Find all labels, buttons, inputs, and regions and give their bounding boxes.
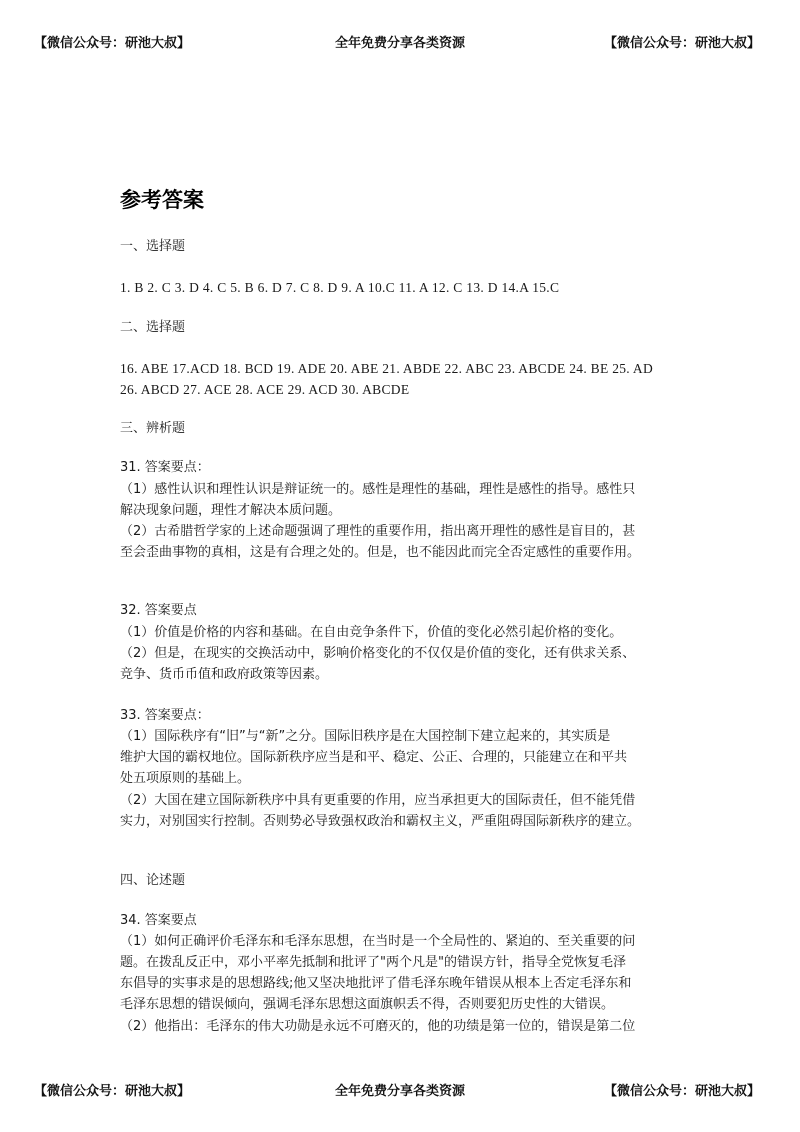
- question-31-line: （1）感性认识和理性认识是辩证统一的。感性是理性的基础，理性是感性的指导。感性只: [120, 482, 636, 497]
- header-left-text: 【微信公众号：研池大叔】: [34, 36, 191, 51]
- question-33-line: 实力，对别国实行控制。否则势必导致强权政治和霸权主义，严重阻碍国际新秩序的建立。: [120, 814, 641, 829]
- footer-right-text: 【微信公众号：研池大叔】: [603, 1084, 760, 1099]
- section-heading-choice-2: 二、选择题: [120, 320, 186, 335]
- question-33-line: 33. 答案要点：: [120, 708, 210, 723]
- section-heading-essay: 四、论述题: [120, 873, 186, 888]
- question-31-line: （2）古希腊哲学家的上述命题强调了理性的重要作用，指出离开理性的感性是盲目的，甚: [120, 524, 636, 539]
- header-center-text: 全年免费分享各类资源: [334, 36, 465, 51]
- footer-center-text: 全年免费分享各类资源: [334, 1084, 465, 1099]
- question-32-line: 32. 答案要点: [120, 603, 197, 618]
- question-31-line: 至会歪曲事物的真相，这是有合理之处的。但是，也不能因此而完全否定感性的重要作用。: [120, 545, 641, 560]
- answer-line: 26. ABCD 27. ACE 28. ACE 29. ACD 30. ABCDE: [120, 382, 410, 397]
- question-33-line: （2）大国在建立国际新秩序中具有更重要的作用，应当承担更大的国际责任，但不能凭借: [120, 793, 636, 808]
- question-33-line: 维护大国的霸权地位。国际新秩序应当是和平、稳定、公正、合理的，只能建立在和平共: [120, 750, 628, 765]
- question-33-line: （1）国际秩序有“旧”与“新”之分。国际旧秩序是在大国控制下建立起来的，其实质是: [120, 729, 611, 744]
- question-31-line: 31. 答案要点：: [120, 460, 210, 475]
- question-34-line: 东倡导的实事求是的思想路线;他又坚决地批评了借毛泽东晚年错误从根本上否定毛泽东和: [120, 976, 632, 991]
- question-34-line: （2）他指出：毛泽东的伟大功勋是永远不可磨灭的，他的功绩是第一位的，错误是第二位: [120, 1019, 636, 1034]
- question-33-line: 处五项原则的基础上。: [120, 771, 251, 786]
- question-32-line: （1）价值是价格的内容和基础。在自由竞争条件下，价值的变化必然引起价格的变化。: [120, 625, 623, 640]
- question-34-line: 34. 答案要点: [120, 913, 197, 928]
- question-32-line: （2）但是，在现实的交换活动中，影响价格变化的不仅仅是价值的变化，还有供求关系、: [120, 646, 636, 661]
- page-footer: [0, 1080, 800, 1104]
- footer-left-text: 【微信公众号：研池大叔】: [34, 1084, 191, 1099]
- page-title: 参考答案: [120, 187, 204, 212]
- header-right-text: 【微信公众号：研池大叔】: [603, 36, 760, 51]
- section-heading-choice-1: 一、选择题: [120, 239, 186, 254]
- page-header: [0, 32, 800, 56]
- question-34-line: 题。在拨乱反正中，邓小平率先抵制和批评了"两个凡是"的错误方针，指导全党恢复毛泽: [120, 955, 626, 970]
- question-34-line: 毛泽东思想的错误倾向，强调毛泽东思想这面旗帜丢不得，否则要犯历史性的大错误。: [120, 997, 615, 1012]
- answer-line: 1. B 2. C 3. D 4. C 5. B 6. D 7. C 8. D 9. A 10.C 11. A 12. C 13. D 14.A 15.C: [120, 280, 560, 295]
- question-34-line: （1）如何正确评价毛泽东和毛泽东思想，在当时是一个全局性的、紧迫的、至关重要的问: [120, 934, 636, 949]
- answer-line: 16. ABE 17.ACD 18. BCD 19. ADE 20. ABE 21. ABDE 22. ABC 23. ABCDE 24. BE 25. AD: [120, 361, 654, 376]
- section-heading-analysis: 三、辨析题: [120, 421, 186, 436]
- question-32-line: 竞争、货币币值和政府政策等因素。: [120, 667, 329, 682]
- question-31-line: 解决现象问题，理性才解决本质问题。: [120, 503, 342, 518]
